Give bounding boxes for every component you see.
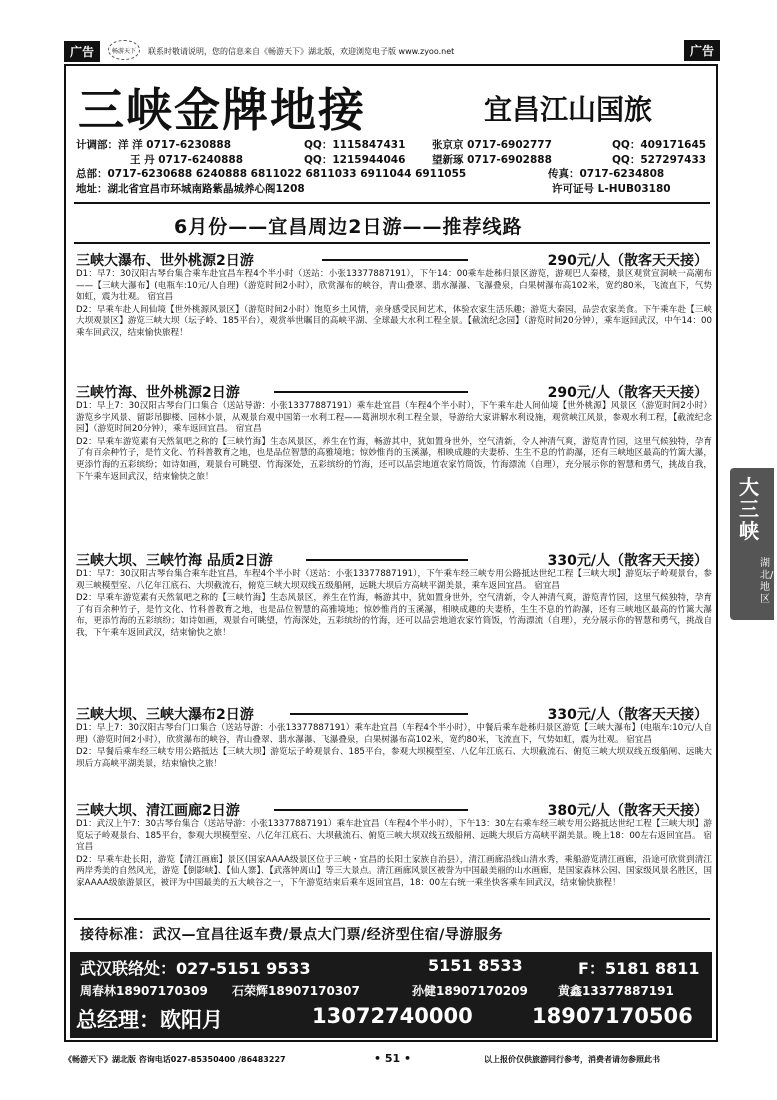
- contact-text: 计调部：洋 洋 0717-6230888: [76, 139, 232, 151]
- license-text: 许可证号 L-HUB03180: [552, 182, 671, 195]
- itinerary-day: D2：早餐后乘车经三峡专用公路抵达【三峡大坝】游览坛子岭观景台、185平台，参观大坝模型室、八亿年江底石、大坝截流石、俯览三峡大坝双线五级船闸、远眺大坝后方高峡平湖美景，结束愉快之旅！: [76, 747, 712, 769]
- contact-text: 传真：0717-6234808: [548, 168, 665, 180]
- dash-line: [290, 713, 468, 715]
- contact-text: 王 丹 0717-6240888: [130, 153, 244, 166]
- staff-contact: 黄鑫13377887191: [558, 984, 674, 998]
- route-title-row: [74, 380, 712, 400]
- route-card: [74, 702, 712, 770]
- itinerary-day: D1：早上7：30汉阳古琴台门口集合（送站导游：小张13377887191）乘车赴宜昌（车程4个半小时），中餐后乘车赴秭归景区游览【三峡大瀑布】(电瓶车:10元/人自理)（游览时间2小时），欣赏瀑布的峡谷，青山叠翠、翡水瀑瀑、飞瀑叠泉，白果树瀑布高102米，宽约80米，飞流直下，气势如虹，震为壮观。 宿宜昌: [76, 723, 712, 745]
- itinerary-day: D2：早乘车赴人间仙境【世外桃源风景区】（游览时间2小时）饱览乡土风情，亲身感受民间艺术，体验农家生活乐趣；游览大秦园，品尝农家美食。下午乘车赴【三峡大坝观景区】游览三峡大坝（坛子岭、185平台），观赏举世瞩目的高峡平湖、全球最大水利工程全景。【截流纪念园】（游览时间20分钟），乘车返回武汉，中午14：00乘车回武汉，结束愉快旅程！: [76, 304, 712, 338]
- staff-contact: 石荣辉18907170307: [232, 984, 360, 998]
- itinerary-day: D1：早7：30汉阳古琴台集合乘车赴宜昌车程4个半小时（送站：小张13377887191），下午14：00乘车赴秭归景区游览，游观巴人秦楼，景区观赏宣洞峡一高潮布——【三峡大瀑布】(电瓶车:10元/人自理)（游览时间2小时），欣赏瀑布的峡谷，青山叠翠、翡水瀑瀑、飞瀑叠泉，白果树瀑布高102米，宽约80米，飞流直下，气势如虹，震为壮观。 宿宜昌: [76, 269, 712, 303]
- contact-row: [76, 153, 712, 168]
- footer-left: 《畅游天下》湖北版 咨询电话027-85350400 /86483227: [64, 1055, 286, 1064]
- contact-text: 望新琢 0717-6902888: [432, 153, 552, 166]
- contact-text: 总部：0717-6230688 6240888 6811022 6811033 6911044 6911055: [76, 168, 467, 180]
- section-banner: 6月份——宜昌周边2日游——推荐线路: [174, 216, 523, 238]
- side-tab: [730, 468, 774, 620]
- address-text: 地址：湖北省宜昌市环城南路紫晶城养心阁1208: [76, 182, 305, 195]
- dash-line: [306, 559, 468, 561]
- itinerary-day: D1：武汉上午7：30古琴台集合（送站导游：小张13377887191）乘车赴宜昌（车程4个半小时），下午13：30左右乘车经三峡专用公路抵达世纪工程【三峡大坝】游览坛子岭观景台、185平台，参观大坝模型室、八亿年江底石、大坝截流石、俯览三峡大坝双线五级船闸、远眺大坝后方高峡平湖美景。晚上18：00左右返回宜昌。 宿宜昌: [76, 819, 712, 853]
- route-price: 290元/人（散客天天接）: [547, 385, 708, 401]
- top-strip: [64, 40, 720, 62]
- route-card: [74, 380, 712, 483]
- dash-line: [322, 259, 468, 261]
- magazine-logo: 畅游天下: [108, 40, 140, 60]
- route-name: 三峡大坝、三峡竹海 品质2日游: [76, 553, 273, 569]
- contact-row: [76, 182, 712, 197]
- divider: [74, 918, 710, 920]
- contact-banner: [70, 952, 712, 1038]
- manager-name: 总经理：欧阳月: [76, 1008, 223, 1032]
- itinerary-day: D2：早乘车游览素有天然氧吧之称的【三峡竹海】生态风景区，养生在竹海，畅游其中，犹如置身世外，空气清新，令人神清气爽，游览青竹园，这里气候独特，孕育了有百余种竹子，是竹文化、竹科普教育之地，也是品位智慧的高雅境地；惊妙惟肖的玉溪瀑，相映成趣的夫妻桥、生生不息的竹韵瀑，还有三峡地区最高的竹篱大瀑，更添竹海的五彩缤纷；如诗如画，观景台可眺望、竹海深处，五彩缤纷的竹海，还可以品尝地道农家竹筒饭，竹海漂流（自理），充分展示你的智慧和勇气，挑战自我，下午乘车返回武汉，结束愉快之旅！: [76, 436, 712, 482]
- side-tab-title: 大三峡: [739, 475, 759, 543]
- dash-line: [274, 809, 468, 811]
- office-fax: F：5181 8811: [578, 959, 700, 978]
- divider: [74, 202, 710, 204]
- contact-text: 张京京 0717-6902777: [432, 139, 552, 151]
- dash-line: [274, 391, 468, 393]
- ad-label-right: 广告: [684, 40, 720, 61]
- itinerary-day: D1：早上7：30汉阳古琴台门口集合（送站导游：小张13377887191）乘车赴宜昌（车程4个半小时），下午乘车赴人间仙境【世外桃源】风景区（游览时间2小时）游览乡宇风景、留影吊脚楼、园林小景，从观景台观中国第一水利工程——葛洲坝水利工程全景，导游给大家讲解水利设施，观赏峡江风景，参观水利工程，【截流纪念园】（游览时间20分钟），乘车返回宜昌。 宿宜昌: [76, 401, 712, 435]
- contact-text: QQ：409171645: [612, 139, 707, 151]
- route-title-row: [74, 702, 712, 722]
- contact-row: [76, 138, 712, 153]
- route-card: [74, 798, 712, 890]
- advertisement-box: [64, 64, 718, 1042]
- manager-phone: 13072740000: [312, 1004, 473, 1028]
- route-title-row: [74, 548, 712, 568]
- route-card: [74, 248, 712, 340]
- header-notice: 联系时敬请说明，您的信息来自《畅游天下》湖北版，欢迎浏览电子版 www.zyoo.net: [148, 46, 455, 56]
- staff-contact: 周春林18907170309: [80, 984, 208, 998]
- route-price: 330元/人（散客天天接）: [547, 553, 708, 569]
- ad-label-left: 广告: [64, 41, 100, 62]
- route-title-row: [74, 248, 712, 268]
- company-title: 三峡金牌地接: [78, 83, 366, 137]
- itinerary-day: D1：早7：30汉阳古琴台集合乘车赴宜昌，车程4个半小时（送站：小张13377887191），下午乘车经三峡专用公路抵达世纪工程【三峡大坝】游览坛子岭观景台，参观三峡模型室、八亿年江底石、大坝截流石，俯览三峡大坝双线五级船闸，远眺大坝后方高峡平湖美景，乘车返回宜昌。 宿宜昌: [76, 569, 712, 591]
- staff-contact: 孙健18907170209: [412, 984, 528, 998]
- manager-phone: 18907170506: [532, 1004, 693, 1028]
- route-price: 330元/人（散客天天接）: [547, 707, 708, 723]
- contact-block: [76, 138, 712, 196]
- contact-row: [76, 167, 712, 182]
- footer-right: 以上报价仅供旅游同行参考，消费者请勿参照此书: [484, 1055, 660, 1064]
- route-price: 290元/人（散客天天接）: [547, 253, 708, 269]
- route-name: 三峡竹海、世外桃源2日游: [76, 385, 240, 401]
- contact-text: QQ：527297433: [612, 153, 707, 166]
- contact-text: QQ：1215944046: [304, 153, 406, 166]
- route-name: 三峡大瀑布、世外桃源2日游: [76, 253, 254, 269]
- company-subtitle: 宜昌江山国旅: [484, 93, 653, 126]
- route-price: 380元/人（散客天天接）: [547, 803, 708, 819]
- page-number: • 51 •: [374, 1052, 412, 1065]
- route-title-row: [74, 798, 712, 818]
- route-name: 三峡大坝、清江画廊2日游: [76, 803, 240, 819]
- divider: [74, 242, 710, 244]
- route-card: [74, 548, 712, 640]
- office-phone: 武汉联络处：027-5151 9533: [80, 959, 311, 978]
- itinerary-day: D2：早乘车游览素有天然氧吧之称的【三峡竹海】生态风景区，养生在竹海，畅游其中，犹如置身世外，空气清新，令人神清气爽，游览青竹园，这里气候独特，孕育了有百余种竹子，是竹文化、竹科普教育之地，也是品位智慧的高雅境地；惊妙惟肖的玉溪瀑，相映成趣的夫妻桥，生生不息的竹韵瀑，还有三峡地区最高的竹篱大瀑布，更添竹海的五彩缤纷；如诗如画，观景台可眺望，竹海深处，五彩缤纷的竹海，还可以品尝地道农家竹筒饭，竹海漂流（自理），充分展示你的智慧和勇气，挑战自我，下午乘车返回武汉，结束愉快之旅！: [76, 593, 712, 638]
- office-phone-2: 5151 8533: [428, 956, 523, 975]
- side-tab-sub: 湖北/地区: [760, 558, 774, 605]
- route-name: 三峡大坝、三峡大瀑布2日游: [76, 707, 254, 723]
- contact-text: QQ：1115847431: [304, 139, 406, 151]
- service-standard: 接待标准：武汉—宜昌往返车费/景点大门票/经济型住宿/导游服务: [80, 927, 503, 943]
- itinerary-day: D2：早乘车赴长阳，游览【清江画廊】景区(国家AAAA级景区位于三峡・宜昌的长阳土家族自治县），清江画廊沿线山清水秀，乘船游览清江画廊，沿途可欣赏到清江两岸秀美的自然风光，游览【倒影峡】、【仙人寨】、【武落钟离山】等三大景点。清江画廊风景区被誉为中国最美丽的山水画廊，是国家森林公园、国家级风景名胜区，国家AAAA级旅游景区，被评为中国最美的五大峡谷之一，下午游览结束后乘车返回宜昌，18：00左右统一乘坐快客乘车回武汉，结束愉快旅程！: [76, 854, 712, 888]
